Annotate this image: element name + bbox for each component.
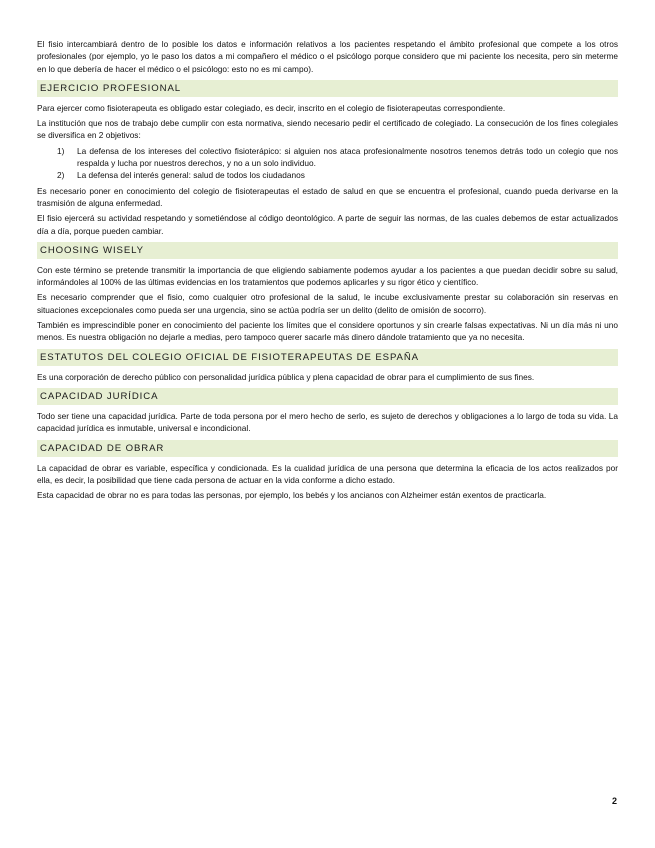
- paragraph: Es necesario comprender que el fisio, como cualquier otro profesional de la salud, le incube exclusivamente prestar su colaboración sin reservas en situaciones excepcionales como pueda ser una urgencia, sino se actúa podría ser un delito (delito de omisión de socorro).: [37, 292, 618, 315]
- list-item-text: La defensa de los intereses del colectivo fisioterápico: si alguien nos ataca profesionalmente nosotros tenemos detrás todo un colegio que nos respalda y lucha por nuestros derechos, y no a un solo individuo.: [77, 145, 618, 169]
- section-heading-choosing-wisely: CHOOSING WISELY: [37, 242, 618, 259]
- section-heading-ejercicio-profesional: EJERCICIO PROFESIONAL: [37, 80, 618, 97]
- paragraph: Es una corporación de derecho público con personalidad jurídica pública y plena capacidad de obrar para el cumplimiento de sus fines.: [37, 371, 535, 382]
- list-item: [37, 145, 618, 170]
- paragraph: Para ejercer como fisioterapeuta es obligado estar colegiado, es decir, inscrito en el colegio de fisioterapeutas correspondiente.: [37, 102, 506, 113]
- section-heading-capacidad-juridica: CAPACIDAD JURÍDICA: [37, 388, 618, 405]
- list-item-text: La defensa del interés general: salud de todos los ciudadanos: [77, 170, 305, 181]
- paragraph: El fisio ejercerá su actividad respetando y sometiéndose al código deontológico. A parte de seguir las normas, de las cuales debemos de estar actualizados día a día, porque pueden cambiar.: [37, 213, 618, 236]
- paragraph: Todo ser tiene una capacidad jurídica. Parte de toda persona por el mero hecho de serlo, es sujeto de derechos y obligaciones a lo largo de toda su vida. La capacidad jurídica es inmutable, universal e incondicional.: [37, 410, 618, 434]
- page-number: 2: [611, 796, 617, 806]
- paragraph: La institución que nos de trabajo debe cumplir con esta normativa, siendo necesario pedir el certificado de colegiado. La consecución de los fines colegiales se diversifica en 2 objetivos:: [37, 118, 618, 141]
- paragraph: Con este término se pretende transmitir la importancia de que eligiendo sabiamente podemos ayudar a los pacientes a que puedan decidir sobre su salud, informándoles al 100% de las últimas evidencias en los tratamientos que podemos aplicarles y su rigor ético y científico.: [37, 264, 618, 288]
- objectives-list: [37, 145, 618, 182]
- paragraph: Es necesario poner en conocimiento del colegio de fisioterapeutas el estado de salud en que se encuentra el profesional, cuando pueda derivarse en la trasmisión de alguna enfermedad.: [37, 185, 618, 208]
- list-number: 1): [57, 145, 65, 156]
- list-number: 2): [57, 170, 65, 181]
- paragraph: Esta capacidad de obrar no es para todas las personas, por ejemplo, los bebés y los ancianos con Alzheimer están exentos de practicarla.: [37, 490, 547, 501]
- intro-paragraph: El fisio intercambiará dentro de lo posible los datos e información relativos a los pacientes respetando el ámbito profesional que compete a los otros profesionales (por ejemplo, yo le paso los datos a mi compañero el médico o el psicólogo porque considero que mi paciente los necesita, pero sin meterme en lo que debería de hacer el médico o el psicólogo: esto no es mi campo).: [37, 39, 618, 74]
- paragraph: También es imprescindible poner en conocimiento del paciente los límites que el considere oportunos y sin crearle falsas expectativas. Ni un día más ni uno menos. Es nuestra obligación no dejarle a medias, pero tampoco querer sacarle más dinero dándole tratamiento que ya no necesita.: [37, 320, 618, 343]
- section-heading-estatutos: ESTATUTOS DEL COLEGIO OFICIAL DE FISIOTERAPEUTAS DE ESPAÑA: [37, 349, 618, 366]
- section-heading-capacidad-de-obrar: CAPACIDAD DE OBRAR: [37, 440, 618, 457]
- paragraph: La capacidad de obrar es variable, específica y condicionada. Es la cualidad jurídica de una persona que determina la eficacia de los actos realizados por ella, es decir, la posibilidad que tiene cada persona de actuar en la vida conforme a dicho estado.: [37, 462, 618, 485]
- list-item: [37, 169, 618, 181]
